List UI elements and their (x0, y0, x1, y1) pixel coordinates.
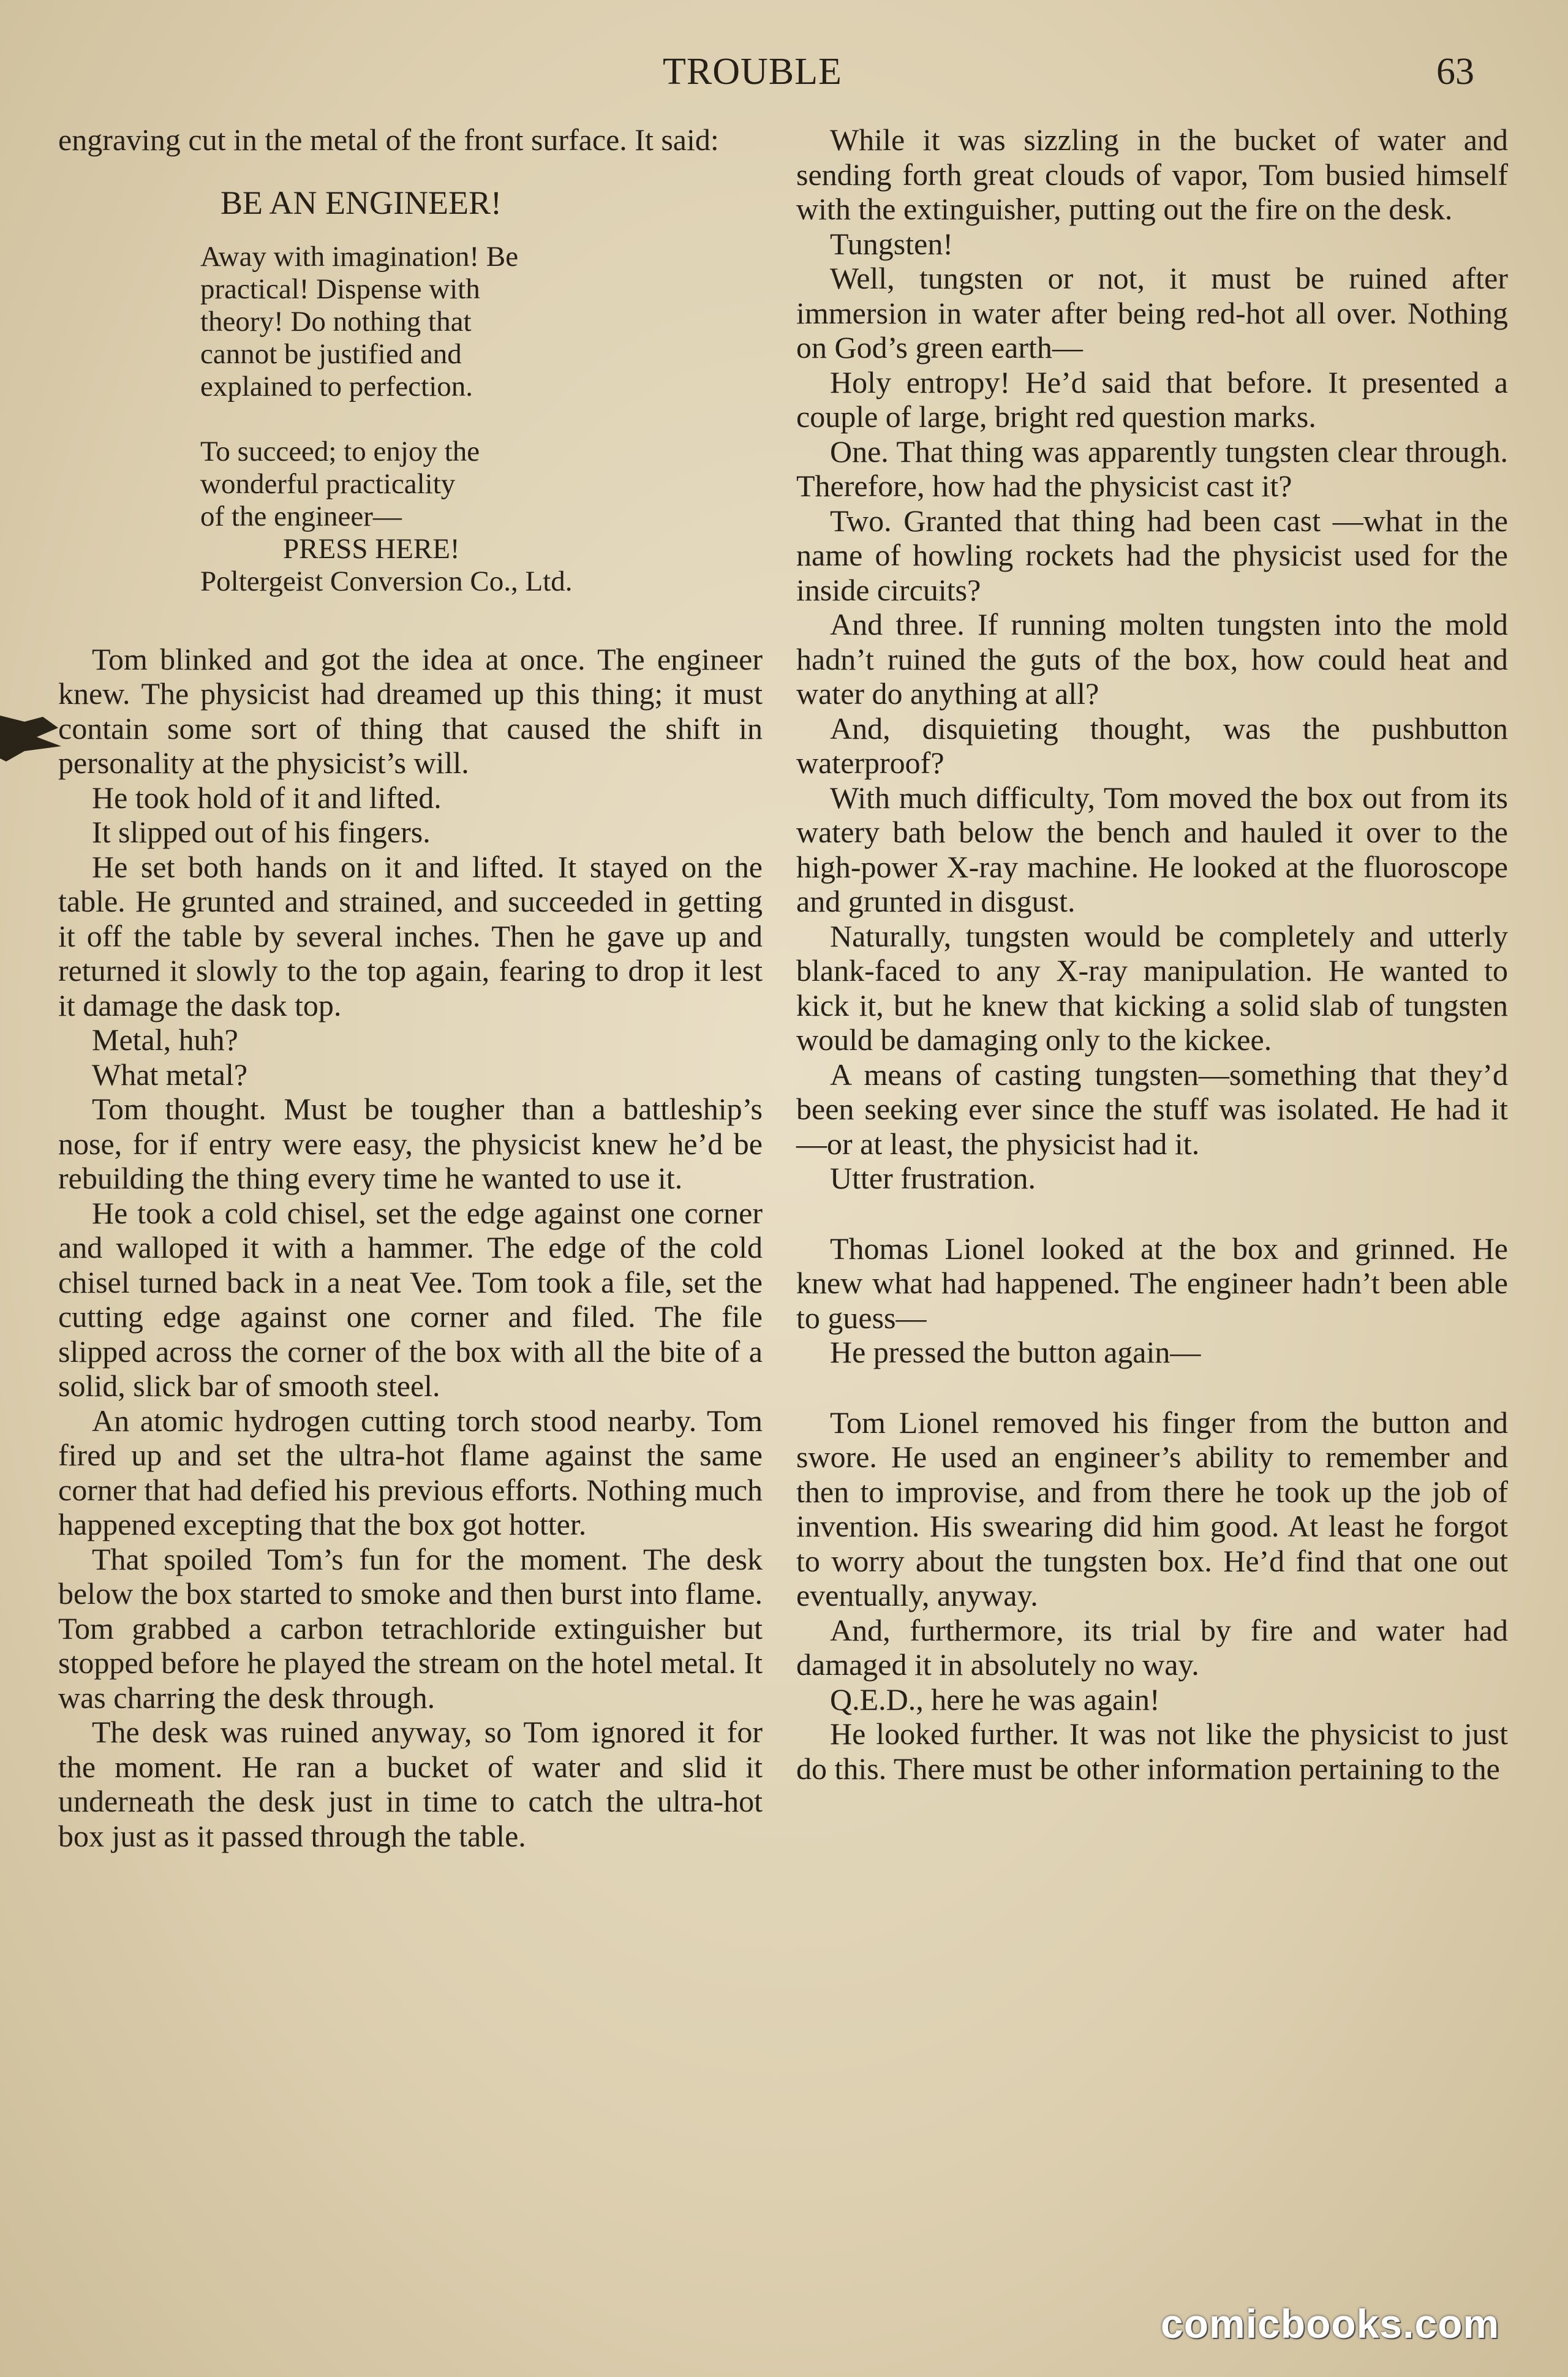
paragraph: That spoiled Tom’s fun for the moment. The desk below the box started to smoke and then burst into flame. Tom grabbed a carbon tetrachloride extinguisher but stopped before he played the stream on the hotel metal. It was charring the desk through. (58, 1541, 763, 1715)
watermark-text: comicbooks.com (1161, 2301, 1500, 2346)
page-number: 63 (1436, 51, 1474, 93)
paragraph: And three. If running molten tungsten into the mold hadn’t ruined the guts of the box, how could heat and water do anything at all? (796, 607, 1508, 711)
paragraph: Two. Granted that thing had been cast —what in the name of howling rockets had the physicist used for the inside circuits? (796, 503, 1508, 607)
paragraph: The desk was ruined anyway, so Tom ignored it for the moment. He ran a bucket of water and slid it underneath the desk just in time to catch the ultra-hot box just as it passed through the table. (58, 1715, 763, 1853)
paragraph: He took a cold chisel, set the edge against one corner and walloped it with a hammer. The edge of the cold chisel turned back in a neat Vee. Tom took a file, set the cutting edge against one corner and filed. The file slipped across the corner of the box with all the bite of a solid, slick bar of smooth steel. (58, 1195, 763, 1403)
paragraph: One. That thing was apparently tungsten clear through. Therefore, how had the physicist cast it? (796, 434, 1508, 503)
blurb-press-here: PRESS HERE! (283, 532, 460, 565)
paragraph: He looked further. It was not like the physicist to just do this. There must be other information pertaining to the (796, 1717, 1508, 1786)
left-column (58, 123, 763, 1853)
engraved-blurb (58, 241, 763, 598)
paragraph: He pressed the button again— (830, 1335, 1201, 1369)
paragraph: He set both hands on it and lifted. It stayed on the table. He grunted and strained, and succeeded in getting it off the table by several inches. Then he gave up and returned it slowly to the top again, fearing to drop it lest it damage the dask top. (58, 849, 763, 1022)
blurb-line: practical! Dispense with (200, 273, 480, 305)
paragraph: An atomic hydrogen cutting torch stood nearby. Tom fired up and set the ultra-hot flame against the same corner that had defied his previous efforts. Nothing much happened excepting that the box got hotter. (58, 1403, 763, 1541)
paragraph: Thomas Lionel looked at the box and grinned. He knew what had happened. The engineer hadn’t been able to guess— (796, 1231, 1508, 1335)
paragraph: Q.E.D., here he was again! (830, 1682, 1160, 1717)
paragraph: And, disquieting thought, was the pushbutton waterproof? (796, 711, 1508, 780)
right-column (796, 123, 1508, 1786)
page-header (0, 50, 1568, 105)
paragraph: Holy entropy! He’d said that before. It presented a couple of large, bright red question marks. (796, 365, 1508, 434)
opening-paragraph: engraving cut in the metal of the front surface. It said: (58, 123, 719, 157)
paragraph: With much difficulty, Tom moved the box out from its watery bath below the bench and hauled it over to the high-power X-ray machine. He looked at the fluoroscope and grunted in disgust. (796, 780, 1508, 918)
paragraph: While it was sizzling in the bucket of water and sending forth great clouds of vapor, Tom busied himself with the extinguisher, putting out the fire on the desk. (796, 123, 1508, 226)
paragraph: Naturally, tungsten would be completely and utterly blank-faced to any X-ray manipulation. He wanted to kick it, but he knew that kicking a solid slab of tungsten would be damaging only to the kickee. (796, 918, 1508, 1057)
running-head: TROUBLE (663, 51, 842, 93)
blurb-line: explained to perfection. (200, 370, 473, 402)
blurb-heading: BE AN ENGINEER! (221, 184, 502, 221)
paragraph: Utter frustration. (830, 1161, 1036, 1195)
paragraph: He took hold of it and lifted. (92, 780, 442, 815)
blurb-line: theory! Do nothing that (200, 305, 472, 338)
paragraph: What metal? (92, 1057, 248, 1092)
blurb-line: wonderful practicality (200, 467, 456, 500)
paragraph: Metal, huh? (92, 1022, 238, 1057)
blurb-line: cannot be justified and (200, 338, 462, 370)
paragraph: A means of casting tungsten—something that they’d been seeking ever since the stuff was isolated. He had it—or at least, the physicist had it. (796, 1057, 1508, 1161)
blurb-spacer (200, 403, 763, 436)
blurb-line: Away with imagination! Be (200, 240, 519, 273)
paragraph: Tom thought. Must be tougher than a battleship’s nose, for if entry were easy, the physicist knew he’d be rebuilding the thing every time he wanted to use it. (58, 1092, 763, 1195)
paragraph: And, furthermore, its trial by fire and water had damaged it in absolutely no way. (796, 1612, 1508, 1682)
paragraph: Well, tungsten or not, it must be ruined after immersion in water after being red-hot all over. Nothing on God’s green earth— (796, 261, 1508, 365)
blurb-company: Poltergeist Conversion Co., Ltd. (200, 565, 573, 597)
blurb-line: of the engineer— (200, 500, 402, 532)
paragraph: It slipped out of his fingers. (92, 815, 431, 849)
paragraph: Tom blinked and got the idea at once. The engineer knew. The physicist had dreamed up this thing; it must contain some sort of thing that caused the shift in personality at the physicist’s will. (58, 641, 763, 780)
blurb-line: To succeed; to enjoy the (200, 435, 480, 467)
paragraph: Tungsten! (830, 226, 953, 261)
paragraph: Tom Lionel removed his finger from the button and swore. He used an engineer’s ability to remember and then to improvise, and from there he took up the job of invention. His swearing did him good. At least he forgot to worry about the tungsten box. He’d find that one out eventually, anyway. (796, 1405, 1508, 1612)
